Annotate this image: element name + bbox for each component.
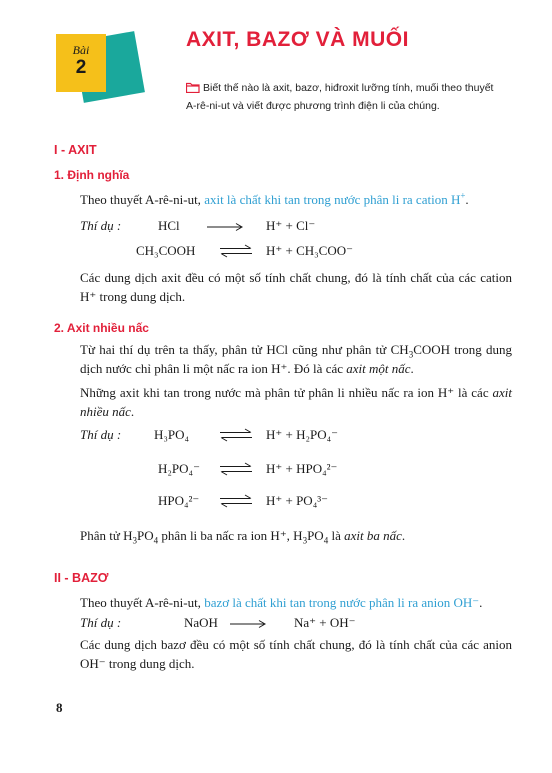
section-heading-axit: I - AXIT <box>54 143 97 157</box>
objective-text: Biết thế nào là axit, bazơ, hiđroxit lưỡng tính, muối theo thuyết A-rê-ni-ut và viết được phương trình điện li của chúng. <box>186 82 494 112</box>
folder-icon <box>186 82 200 98</box>
definition-prefix: Theo thuyết A-rê-ni-ut, <box>80 192 205 207</box>
polyprotic-conclusion: Phân tử $H_3PO_4$ phân li ba nấc ra ion H⁺, $H_3PO_4$ là axit ba nấc. <box>80 528 406 546</box>
definition-highlight: axit là chất khi tan trong nước phân li ra cation H+ <box>204 190 466 207</box>
conclusion-part-d: PO <box>307 528 324 543</box>
arrow-equilibrium <box>218 428 254 442</box>
polyprotic-paragraph-1: Từ hai thí dụ trên ta thấy, phân tử HCl cũng như phân tử $CH_3COOH$ trong dung dịch nước chỉ phân li một nấc ra ion H⁺. Đó là các axit một nấc. <box>80 342 513 376</box>
axit-properties: Các dung dịch axit đều có một số tính chất chung, đó là tính chất của các cation H⁺ trong dung dịch. <box>80 270 512 304</box>
equation-1-lhs: HCl <box>158 218 180 233</box>
arrow-equilibrium <box>218 462 254 476</box>
lesson-objective <box>186 80 506 114</box>
page-number: 8 <box>56 700 63 715</box>
para1-italic: axit một nấc <box>346 361 411 376</box>
definition-highlight-text: axit là chất khi tan trong nước phân li ra cation H <box>204 192 461 207</box>
bazo-definition <box>80 593 512 612</box>
para1-end: . <box>410 361 414 376</box>
subheading-definition: 1. Định nghĩa <box>54 168 130 182</box>
example-label: Thí dụ : <box>80 218 122 233</box>
conclusion-italic: axit ba nấc <box>344 528 402 543</box>
bazo-definition-highlight: bazơ là chất khi tan trong nước phân li ra anion OH⁻ <box>204 595 480 610</box>
bazo-example-label: Thí dụ : <box>80 615 122 630</box>
equation-5-lhs: HPO₄²⁻ <box>158 493 200 508</box>
conclusion-part-e: là <box>328 528 345 543</box>
arrow-equilibrium <box>218 494 254 508</box>
polyprotic-paragraph-2 <box>80 383 512 421</box>
equation-4-rhs: H⁺ + HPO₄²⁻ <box>266 461 338 476</box>
para2-italic: axit nhiều nấc <box>80 385 512 419</box>
para2-part-a: Những axit khi tan trong nước mà phân tử phân li nhiều nấc ra ion H⁺ là các <box>80 385 493 400</box>
equation-1-rhs: H⁺ + Cl⁻ <box>266 218 316 233</box>
para1-part-a: Từ hai thí dụ trên ta thấy, phân tử HCl cũng như phân tử CH <box>80 342 409 357</box>
equation-2-lhs: CH₃COOH <box>136 243 196 258</box>
conclusion-part-c: phân li ba nấc ra ion H⁺, H <box>158 528 303 543</box>
equation-4-lhs: H₂PO₄⁻ <box>158 461 200 476</box>
equation-5-rhs: H⁺ + PO₄³⁻ <box>266 493 328 508</box>
lesson-badge <box>56 34 106 92</box>
arrow-one-way <box>228 619 268 629</box>
lesson-title: AXIT, BAZƠ VÀ MUỐI <box>186 28 409 51</box>
equation-3-rhs: H⁺ + H₂PO₄⁻ <box>266 427 339 442</box>
lesson-badge-word: Bài <box>72 43 90 57</box>
arrow-one-way <box>205 222 245 232</box>
conclusion-part-a: Phân tử H <box>80 528 133 543</box>
para1-part-b: COOH trong dung dịch nước chỉ phân li một nấc ra ion H⁺. Đó là các <box>80 342 513 376</box>
bazo-equation-lhs: NaOH <box>184 615 218 630</box>
example-label-2: Thí dụ : <box>80 427 122 442</box>
bazo-properties: Các dung dịch bazơ đều có một số tính chất chung, đó là tính chất của các anion OH⁻ trong dung dịch. <box>80 637 512 671</box>
conclusion-end: . <box>401 528 406 543</box>
bazo-definition-suffix: . <box>479 595 483 610</box>
conclusion-part-b: PO <box>137 528 154 543</box>
lesson-badge-number: 2 <box>75 57 87 78</box>
equation-3-lhs: H₃PO₄ <box>154 427 190 442</box>
definition-suffix: . <box>465 192 469 207</box>
axit-definition <box>80 190 512 209</box>
bazo-definition-prefix: Theo thuyết A-rê-ni-ut, <box>80 595 205 610</box>
subheading-polyprotic: 2. Axit nhiều nấc <box>54 321 149 335</box>
bazo-equation-rhs: Na⁺ + OH⁻ <box>294 615 356 630</box>
equation-2-rhs: H⁺ + CH₃COO⁻ <box>266 243 353 258</box>
arrow-equilibrium <box>218 244 254 258</box>
para2-end: . <box>130 404 135 419</box>
section-heading-bazo: II - BAZƠ <box>54 571 109 585</box>
